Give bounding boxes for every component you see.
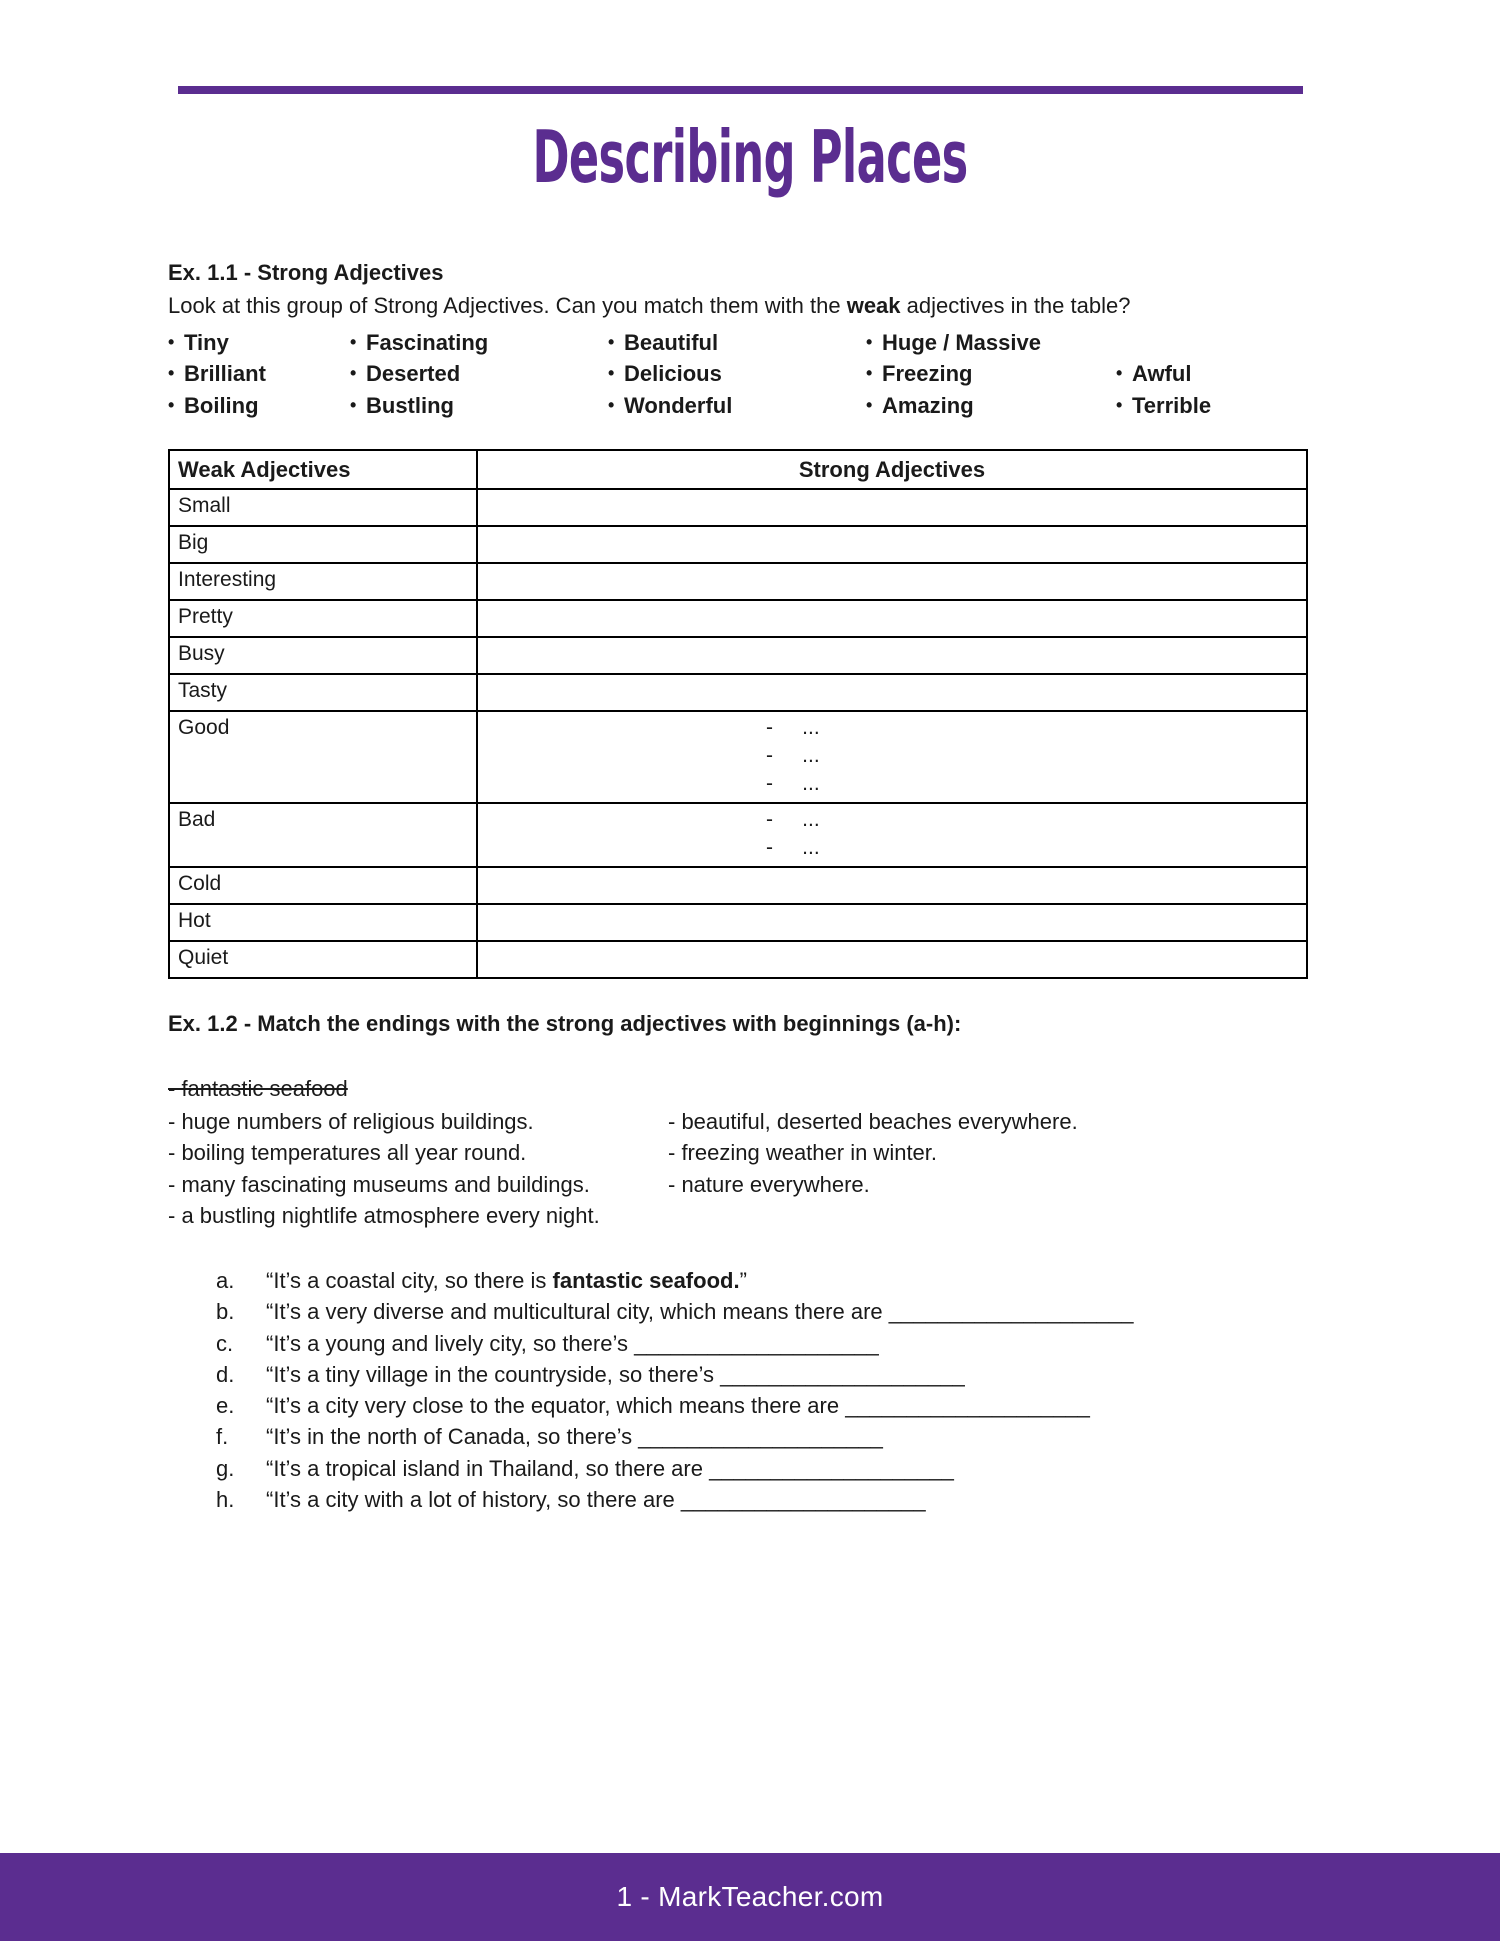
strong-adjective-answer-cell[interactable] — [477, 637, 1307, 674]
answer-blank[interactable]: - ... — [766, 836, 820, 860]
lettered-sentence-item[interactable] — [216, 1359, 1308, 1390]
strong-adjective-answer-cell[interactable] — [477, 489, 1307, 526]
ending-phrase[interactable]: - freezing weather in winter. — [668, 1140, 938, 1166]
item-marker: h. — [216, 1486, 235, 1512]
adjective-item: • Brilliant — [168, 358, 350, 389]
ending-phrase[interactable]: - huge numbers of religious buildings. — [168, 1109, 534, 1135]
ending-phrase[interactable]: - many fascinating museums and buildings. — [168, 1171, 590, 1197]
adjective-item: • Freezing — [866, 358, 1116, 389]
struck-example-row — [168, 1076, 1308, 1106]
exercise-2-heading: Ex. 1.2 - Match the endings with the strong adjectives with beginnings (a-h): — [168, 1010, 962, 1036]
lettered-sentence-item[interactable] — [216, 1390, 1308, 1421]
table-row — [169, 600, 1307, 637]
answer-blank[interactable]: - ... — [766, 807, 820, 831]
weak-adjective-cell: Quiet — [169, 941, 477, 978]
adjective-item: • Terrible — [1116, 390, 1306, 421]
strong-adjective-answer-cell[interactable] — [477, 711, 1307, 803]
table-row — [169, 674, 1307, 711]
adjective-item: • Wonderful — [608, 390, 866, 421]
lettered-sentences-list — [168, 1265, 1308, 1515]
sentence-text: “It’s in the north of Canada, so there’s ____________________ — [266, 1424, 883, 1450]
weak-adjective-cell: Big — [169, 526, 477, 563]
adjective-item: • Beautiful — [608, 327, 866, 358]
adjective-spacer — [1116, 327, 1306, 358]
sentence-text: “It’s a coastal city, so there is — [266, 1268, 553, 1294]
strong-adjective-answer-cell[interactable] — [477, 803, 1307, 867]
strong-adjective-answer-cell[interactable] — [477, 600, 1307, 637]
sentence-text: “It’s a young and lively city, so there’s ____________________ — [266, 1330, 879, 1356]
column-header-strong: Strong Adjectives — [477, 450, 1307, 489]
instructions-part-2: adjectives in the table? — [900, 292, 1131, 318]
ending-phrase[interactable]: - a bustling nightlife atmosphere every night. — [168, 1202, 600, 1228]
page-footer — [0, 1853, 1500, 1941]
adjective-item: • Bustling — [350, 390, 608, 421]
sentence-text: “It’s a city very close to the equator, which means there are ____________________ — [266, 1393, 1090, 1419]
lettered-sentence-item[interactable] — [216, 1421, 1308, 1452]
adjective-item: • Amazing — [866, 390, 1116, 421]
table-row — [169, 904, 1307, 941]
instructions-emphasis: weak — [846, 292, 901, 318]
table-body — [169, 489, 1307, 978]
item-marker: b. — [216, 1299, 235, 1325]
weak-adjective-cell: Bad — [169, 803, 477, 867]
answer-blank[interactable]: - ... — [766, 772, 820, 796]
adjective-item: • Delicious — [608, 358, 866, 389]
adjective-item: • Boiling — [168, 390, 350, 421]
table-row — [169, 711, 1307, 803]
table-row — [169, 563, 1307, 600]
strong-adjective-answer-cell[interactable] — [477, 867, 1307, 904]
sentence-text: “It’s a tropical island in Thailand, so there are ____________________ — [266, 1455, 954, 1481]
table-row — [169, 941, 1307, 978]
weak-adjective-cell: Cold — [169, 867, 477, 904]
strong-adjective-answer-cell[interactable] — [477, 941, 1307, 978]
item-marker: g. — [216, 1455, 235, 1481]
exercise-1-heading: Ex. 1.1 - Strong Adjectives — [168, 260, 444, 285]
lettered-sentence-item[interactable] — [216, 1265, 1308, 1296]
ending-phrase[interactable]: - beautiful, deserted beaches everywhere. — [668, 1109, 1078, 1135]
footer-text: 1 - MarkTeacher.com — [616, 1881, 884, 1912]
worksheet-content — [168, 258, 1308, 1515]
ending-phrase[interactable]: - boiling temperatures all year round. — [168, 1140, 527, 1166]
struck-example: - fantastic seafood — [168, 1076, 348, 1102]
answer-blank[interactable]: - ... — [766, 744, 820, 768]
answer-blank[interactable]: - ... — [766, 715, 820, 739]
lettered-sentence-item[interactable] — [216, 1484, 1308, 1515]
table-header-row — [169, 450, 1307, 489]
sentence-answer-bold: fantastic seafood. — [552, 1268, 740, 1294]
weak-strong-adjectives-table — [168, 449, 1308, 979]
item-marker: f. — [216, 1424, 229, 1450]
weak-adjective-cell: Pretty — [169, 600, 477, 637]
top-accent-rule — [178, 86, 1303, 94]
sentence-text: “It’s a tiny village in the countryside, so there’s ____________________ — [266, 1361, 965, 1387]
item-marker: d. — [216, 1361, 235, 1387]
weak-adjective-cell: Tasty — [169, 674, 477, 711]
lettered-sentence-item[interactable] — [216, 1296, 1308, 1327]
item-marker: c. — [216, 1330, 234, 1356]
weak-adjective-cell: Busy — [169, 637, 477, 674]
sentence-text-end: ” — [739, 1268, 747, 1294]
item-marker: a. — [216, 1268, 235, 1294]
table-row — [169, 526, 1307, 563]
page-title: Describing Places — [532, 115, 968, 199]
instructions-part-1: Look at this group of Strong Adjectives. Can you match them with the — [168, 292, 847, 318]
weak-adjective-cell: Interesting — [169, 563, 477, 600]
adjective-item: • Deserted — [350, 358, 608, 389]
adjective-item: • Fascinating — [350, 327, 608, 358]
weak-adjective-cell: Small — [169, 489, 477, 526]
column-header-weak: Weak Adjectives — [169, 450, 477, 489]
strong-adjective-answer-cell[interactable] — [477, 563, 1307, 600]
item-marker: e. — [216, 1393, 235, 1419]
table-row — [169, 637, 1307, 674]
weak-adjective-cell: Hot — [169, 904, 477, 941]
weak-adjective-cell: Good — [169, 711, 477, 803]
strong-adjective-answer-cell[interactable] — [477, 526, 1307, 563]
exercise-1-instructions — [168, 291, 1278, 321]
adjective-item: • Awful — [1116, 358, 1306, 389]
strong-adjectives-list — [168, 327, 1308, 421]
ending-phrase[interactable]: - nature everywhere. — [668, 1171, 870, 1197]
sentence-text: “It’s a city with a lot of history, so there are ____________________ — [266, 1486, 926, 1512]
table-head — [169, 450, 1307, 489]
strong-adjective-answer-cell[interactable] — [477, 904, 1307, 941]
answer-blank-list — [486, 714, 1298, 799]
sentence-text: “It’s a very diverse and multicultural city, which means there are ____________________ — [266, 1299, 1134, 1325]
table-row — [169, 867, 1307, 904]
answer-blank-list — [486, 806, 1298, 863]
adjective-item: • Huge / Massive — [866, 327, 1116, 358]
table-row — [169, 803, 1307, 867]
adjective-item: • Tiny — [168, 327, 350, 358]
table-row — [169, 489, 1307, 526]
ending-phrases-list — [168, 1106, 1308, 1231]
strong-adjective-answer-cell[interactable] — [477, 674, 1307, 711]
lettered-sentence-item[interactable] — [216, 1328, 1308, 1359]
lettered-sentence-item[interactable] — [216, 1453, 1308, 1484]
